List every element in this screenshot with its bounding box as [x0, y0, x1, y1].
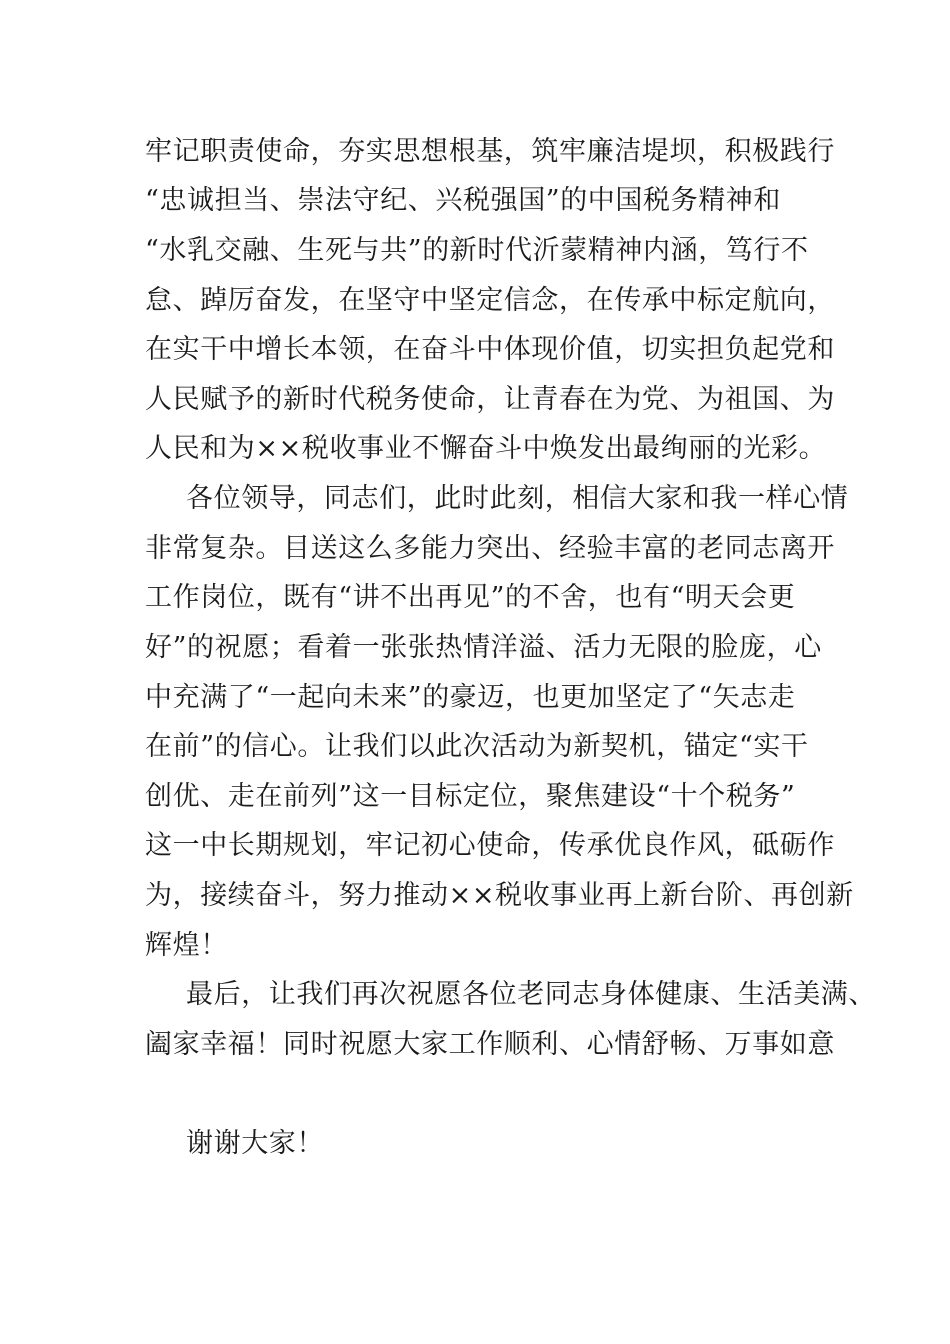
text-line: 好”的祝愿；看着一张张热情洋溢、活力无限的脸庞，心: [145, 632, 822, 663]
paragraph-first-line: 最后，让我们再次祝愿各位老同志身体健康、生活美满、: [186, 979, 876, 1010]
text-line: 辉煌！: [145, 930, 228, 961]
text-line: 这一中长期规划，牢记初心使命，传承优良作风，砥砺作: [145, 830, 835, 861]
text-line: 为，接续奋斗，努力推动××税收事业再上新台阶、再创新: [145, 880, 854, 911]
text-line: 人民和为××税收事业不懈奋斗中焕发出最绚丽的光彩。: [145, 433, 827, 464]
text-line: 工作岗位，既有“讲不出再见”的不舍，也有“明天会更: [145, 582, 796, 613]
text-line: 在实干中增长本领，在奋斗中体现价值，切实担负起党和: [145, 334, 835, 365]
text-line: 人民赋予的新时代税务使命，让青春在为党、为祖国、为: [145, 384, 835, 415]
text-line: 牢记职责使命，夯实思想根基，筑牢廉洁堤坝，积极践行: [145, 136, 835, 167]
text-line: “忠诚担当、崇法守纪、兴税强国”的中国税务精神和: [145, 185, 782, 216]
text-line: “水乳交融、生死与共”的新时代沂蒙精神内涵，笃行不: [145, 235, 809, 266]
text-line: 阖家幸福！同时祝愿大家工作顺利、心情舒畅、万事如意: [145, 1029, 835, 1060]
closing-line: 谢谢大家！: [186, 1128, 324, 1159]
text-line: 创优、走在前列”这一目标定位，聚焦建设“十个税务”: [145, 781, 796, 812]
text-line: 怠、踔厉奋发，在坚守中坚定信念，在传承中标定航向，: [145, 285, 835, 316]
paragraph-first-line: 各位领导，同志们，此时此刻，相信大家和我一样心情: [186, 483, 849, 514]
text-line: 中充满了“一起向未来”的豪迈，也更加坚定了“矢志走: [145, 682, 796, 713]
text-line: 非常复杂。目送这么多能力突出、经验丰富的老同志离开: [145, 533, 835, 564]
text-line: 在前”的信心。让我们以此次活动为新契机，锚定“实干: [145, 731, 809, 762]
